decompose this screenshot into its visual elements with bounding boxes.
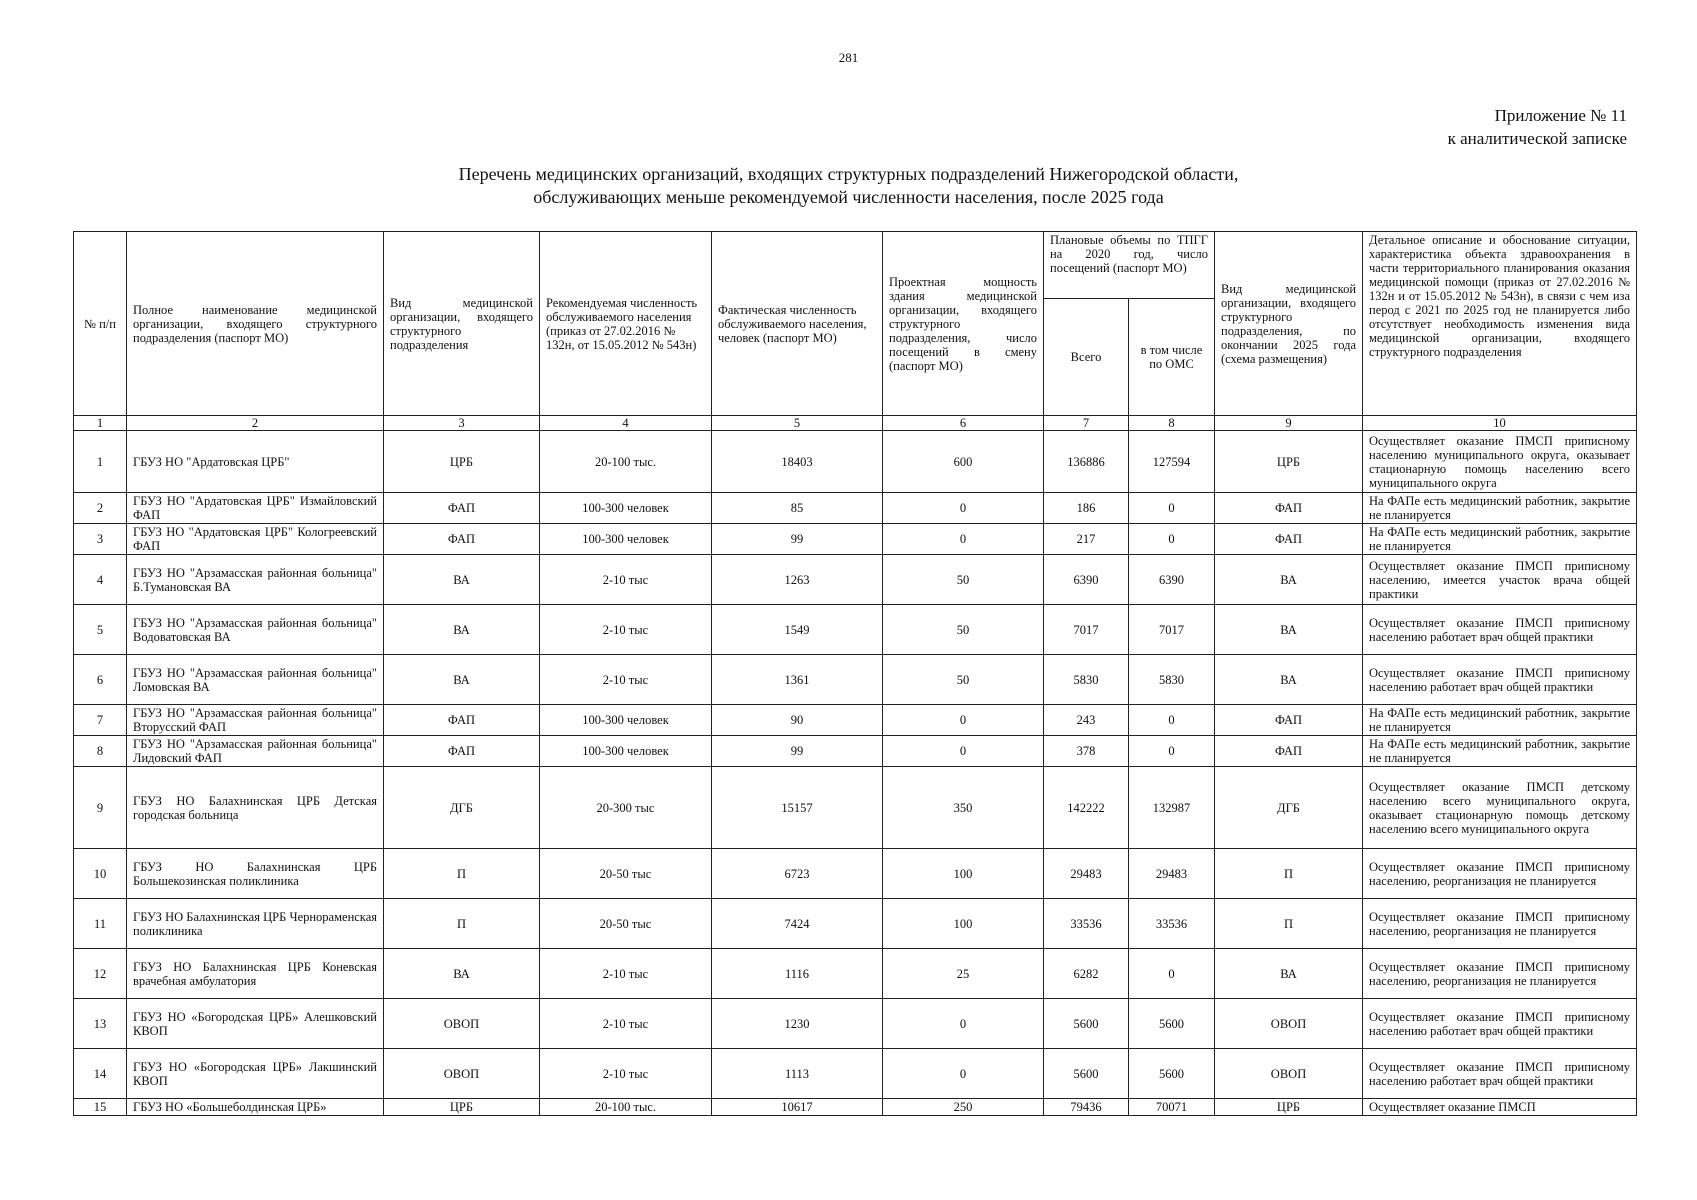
- situation-description: На ФАПе есть медицинский работник, закрытие не планируется: [1363, 736, 1637, 767]
- planned-visits-total: 217: [1044, 524, 1129, 555]
- table-row: [74, 493, 1637, 524]
- organization-type-after-2025: ВА: [1215, 555, 1363, 605]
- organization-type: ЦРБ: [384, 431, 540, 493]
- row-number: 11: [74, 899, 127, 949]
- organization-name: ГБУЗ НО "Ардатовская ЦРБ" Измайловский ФАП: [127, 493, 384, 524]
- actual-population: 1113: [712, 1049, 883, 1099]
- organization-name: ГБУЗ НО "Арзамасская районная больница" Лидовский ФАП: [127, 736, 384, 767]
- actual-population: 1230: [712, 999, 883, 1049]
- planned-visits-oms: 70071: [1129, 1099, 1215, 1116]
- actual-population: 1263: [712, 555, 883, 605]
- organization-type-after-2025: ВА: [1215, 949, 1363, 999]
- planned-visits-oms: 0: [1129, 524, 1215, 555]
- header-type-after: Вид медицинской организации, входящего структурного подразделения, по окончании 2025 года (схема размещения): [1215, 232, 1363, 416]
- situation-description: Осуществляет оказание ПМСП приписному населению работает врач общей практики: [1363, 655, 1637, 705]
- page-number: 281: [838, 50, 859, 65]
- actual-population: 1361: [712, 655, 883, 705]
- situation-description: Осуществляет оказание ПМСП приписному населению работает врач общей практики: [1363, 1049, 1637, 1099]
- planned-visits-total: 33536: [1044, 899, 1129, 949]
- design-capacity: 25: [883, 949, 1044, 999]
- design-capacity: 0: [883, 999, 1044, 1049]
- recommended-population: 20-50 тыс: [540, 899, 712, 949]
- actual-population: 1116: [712, 949, 883, 999]
- column-number: 4: [540, 416, 712, 431]
- planned-visits-total: 5600: [1044, 999, 1129, 1049]
- recommended-population: 2-10 тыс: [540, 1049, 712, 1099]
- planned-visits-oms: 6390: [1129, 555, 1215, 605]
- organization-name: ГБУЗ НО «Богородская ЦРБ» Лакшинский КВОП: [127, 1049, 384, 1099]
- situation-description: Осуществляет оказание ПМСП приписному населению, реорганизация не планируется: [1363, 849, 1637, 899]
- table-row: [74, 705, 1637, 736]
- recommended-population: 100-300 человек: [540, 524, 712, 555]
- situation-description: Осуществляет оказание ПМСП приписному населению, реорганизация не планируется: [1363, 949, 1637, 999]
- actual-population: 6723: [712, 849, 883, 899]
- column-number: 7: [1044, 416, 1129, 431]
- organization-type: ВА: [384, 949, 540, 999]
- situation-description: Осуществляет оказание ПМСП приписному населению работает врач общей практики: [1363, 605, 1637, 655]
- organization-name: ГБУЗ НО "Арзамасская районная больница" Б.Тумановская ВА: [127, 555, 384, 605]
- organization-type-after-2025: ОВОП: [1215, 1049, 1363, 1099]
- design-capacity: 0: [883, 705, 1044, 736]
- actual-population: 10617: [712, 1099, 883, 1116]
- table-body: [74, 431, 1637, 1116]
- table-row: [74, 655, 1637, 705]
- design-capacity: 100: [883, 849, 1044, 899]
- recommended-population: 20-300 тыс: [540, 767, 712, 849]
- organizations-table: [73, 231, 1637, 1116]
- row-number: 13: [74, 999, 127, 1049]
- table-row: [74, 849, 1637, 899]
- recommended-population: 100-300 человек: [540, 705, 712, 736]
- organization-type: ДГБ: [384, 767, 540, 849]
- row-number: 4: [74, 555, 127, 605]
- organization-name: ГБУЗ НО Балахнинская ЦРБ Коневская врачебная амбулатория: [127, 949, 384, 999]
- design-capacity: 600: [883, 431, 1044, 493]
- organization-name: ГБУЗ НО "Арзамасская районная больница" Ломовская ВА: [127, 655, 384, 705]
- column-number-row: [74, 416, 1637, 431]
- design-capacity: 50: [883, 605, 1044, 655]
- organization-name: ГБУЗ НО "Арзамасская районная больница" Вторусский ФАП: [127, 705, 384, 736]
- header-description: Детальное описание и обоснование ситуации, характеристика объекта здравоохранения в части территориального планирования оказания медицинской помощи (приказ от 27.02.2016 № 132н и от 15.05.2012 № 543н), в связи с чем иза перод с 2021 по 2025 год не планируется либо отсутствует необходимость изменения вида медицинской организации, входящего структурного подразделения: [1363, 232, 1637, 416]
- column-number: 6: [883, 416, 1044, 431]
- situation-description: Осуществляет оказание ПМСП приписному населению муниципального округа, оказывает стационарную помощь населению всего муниципального округа: [1363, 431, 1637, 493]
- document-title: [0, 163, 1697, 209]
- planned-visits-oms: 5830: [1129, 655, 1215, 705]
- planned-visits-oms: 5600: [1129, 1049, 1215, 1099]
- situation-description: Осуществляет оказание ПМСП приписному населению работает врач общей практики: [1363, 999, 1637, 1049]
- planned-visits-total: 5600: [1044, 1049, 1129, 1099]
- organization-type: ОВОП: [384, 999, 540, 1049]
- planned-visits-oms: 29483: [1129, 849, 1215, 899]
- situation-description: Осуществляет оказание ПМСП детскому населению всего муниципального округа, оказывает стационарную помощь детскому населению всего муниципального округа: [1363, 767, 1637, 849]
- design-capacity: 0: [883, 524, 1044, 555]
- planned-visits-total: 29483: [1044, 849, 1129, 899]
- table-row: [74, 1099, 1637, 1116]
- design-capacity: 0: [883, 736, 1044, 767]
- organization-type: ФАП: [384, 524, 540, 555]
- appendix-line-1: Приложение № 11: [1494, 106, 1627, 125]
- header-type: Вид медицинской организации, входящего структурного подразделения: [384, 232, 540, 416]
- planned-visits-total: 6390: [1044, 555, 1129, 605]
- organization-type-after-2025: ФАП: [1215, 493, 1363, 524]
- organization-name: ГБУЗ НО "Ардатовская ЦРБ": [127, 431, 384, 493]
- organization-type: ФАП: [384, 705, 540, 736]
- header-planned-oms: в том числе по ОМС: [1129, 299, 1215, 416]
- table-row: [74, 431, 1637, 493]
- situation-description: Осуществляет оказание ПМСП: [1363, 1099, 1637, 1116]
- recommended-population: 20-100 тыс.: [540, 431, 712, 493]
- organization-name: ГБУЗ НО "Арзамасская районная больница" Водоватовская ВА: [127, 605, 384, 655]
- header-actual: Фактическая численность обслуживаемого населения, человек (паспорт МО): [712, 232, 883, 416]
- header-recommended: Рекомендуемая численность обслуживаемого населения (приказ от 27.02.2016 № 132н, от 15.05.2012 № 543н): [540, 232, 712, 416]
- column-number: 1: [74, 416, 127, 431]
- header-planned-total: Всего: [1044, 299, 1129, 416]
- organization-type: ФАП: [384, 736, 540, 767]
- table-row: [74, 555, 1637, 605]
- appendix-label: [1448, 104, 1627, 150]
- organization-name: ГБУЗ НО «Большеболдинская ЦРБ»: [127, 1099, 384, 1116]
- planned-visits-total: 5830: [1044, 655, 1129, 705]
- table-row: [74, 1049, 1637, 1099]
- table-row: [74, 736, 1637, 767]
- document-title-line-2: обслуживающих меньше рекомендуемой численности населения, после 2025 года: [533, 187, 1164, 207]
- planned-visits-oms: 132987: [1129, 767, 1215, 849]
- row-number: 8: [74, 736, 127, 767]
- appendix-line-2: к аналитической записке: [1447, 129, 1627, 148]
- planned-visits-oms: 7017: [1129, 605, 1215, 655]
- planned-visits-total: 6282: [1044, 949, 1129, 999]
- organization-type-after-2025: ФАП: [1215, 705, 1363, 736]
- row-number: 3: [74, 524, 127, 555]
- table-row: [74, 999, 1637, 1049]
- organization-name: ГБУЗ НО Балахнинская ЦРБ Большекозинская поликлиника: [127, 849, 384, 899]
- recommended-population: 100-300 человек: [540, 493, 712, 524]
- design-capacity: 50: [883, 555, 1044, 605]
- row-number: 9: [74, 767, 127, 849]
- planned-visits-oms: 0: [1129, 949, 1215, 999]
- planned-visits-total: 243: [1044, 705, 1129, 736]
- design-capacity: 50: [883, 655, 1044, 705]
- design-capacity: 0: [883, 493, 1044, 524]
- organization-type: ВА: [384, 655, 540, 705]
- organization-type-after-2025: ФАП: [1215, 736, 1363, 767]
- header-name: Полное наименование медицинской организации, входящего структурного подразделения (паспорт МО): [127, 232, 384, 416]
- organization-name: ГБУЗ НО Балахнинская ЦРБ Детская городская больница: [127, 767, 384, 849]
- situation-description: На ФАПе есть медицинский работник, закрытие не планируется: [1363, 524, 1637, 555]
- organization-type-after-2025: ДГБ: [1215, 767, 1363, 849]
- actual-population: 99: [712, 736, 883, 767]
- column-number: 2: [127, 416, 384, 431]
- design-capacity: 100: [883, 899, 1044, 949]
- row-number: 5: [74, 605, 127, 655]
- organization-type-after-2025: ФАП: [1215, 524, 1363, 555]
- actual-population: 18403: [712, 431, 883, 493]
- situation-description: На ФАПе есть медицинский работник, закрытие не планируется: [1363, 493, 1637, 524]
- actual-population: 7424: [712, 899, 883, 949]
- planned-visits-oms: 33536: [1129, 899, 1215, 949]
- row-number: 2: [74, 493, 127, 524]
- situation-description: Осуществляет оказание ПМСП приписному населению, реорганизация не планируется: [1363, 899, 1637, 949]
- table-row: [74, 605, 1637, 655]
- header-planned: Плановые объемы по ТПГГ на 2020 год, число посещений (паспорт МО): [1044, 232, 1215, 299]
- organization-type: ЦРБ: [384, 1099, 540, 1116]
- planned-visits-oms: 0: [1129, 736, 1215, 767]
- organization-type: ФАП: [384, 493, 540, 524]
- planned-visits-oms: 5600: [1129, 999, 1215, 1049]
- table-row: [74, 524, 1637, 555]
- organization-type-after-2025: ВА: [1215, 655, 1363, 705]
- document-title-line-1: Перечень медицинских организаций, входящих структурных подразделений Нижегородской области,: [458, 164, 1239, 184]
- row-number: 7: [74, 705, 127, 736]
- design-capacity: 0: [883, 1049, 1044, 1099]
- organization-name: ГБУЗ НО «Богородская ЦРБ» Алешковский КВОП: [127, 999, 384, 1049]
- organization-type: ОВОП: [384, 1049, 540, 1099]
- header-capacity: Проектная мощность здания медицинской организации, входящего структурного подразделения, число посещений в смену (паспорт МО): [883, 232, 1044, 416]
- organization-type-after-2025: ВА: [1215, 605, 1363, 655]
- row-number: 6: [74, 655, 127, 705]
- organization-type-after-2025: ЦРБ: [1215, 1099, 1363, 1116]
- table-row: [74, 767, 1637, 849]
- planned-visits-total: 136886: [1044, 431, 1129, 493]
- recommended-population: 2-10 тыс: [540, 555, 712, 605]
- planned-visits-total: 378: [1044, 736, 1129, 767]
- planned-visits-oms: 0: [1129, 493, 1215, 524]
- design-capacity: 350: [883, 767, 1044, 849]
- recommended-population: 2-10 тыс: [540, 949, 712, 999]
- recommended-population: 20-100 тыс.: [540, 1099, 712, 1116]
- column-number: 9: [1215, 416, 1363, 431]
- row-number: 12: [74, 949, 127, 999]
- column-number: 10: [1363, 416, 1637, 431]
- recommended-population: 2-10 тыс: [540, 605, 712, 655]
- organization-type-after-2025: П: [1215, 899, 1363, 949]
- organization-type: ВА: [384, 605, 540, 655]
- row-number: 1: [74, 431, 127, 493]
- recommended-population: 100-300 человек: [540, 736, 712, 767]
- organization-type: П: [384, 849, 540, 899]
- design-capacity: 250: [883, 1099, 1044, 1116]
- organization-name: ГБУЗ НО "Ардатовская ЦРБ" Кологреевский ФАП: [127, 524, 384, 555]
- actual-population: 90: [712, 705, 883, 736]
- row-number: 14: [74, 1049, 127, 1099]
- table-row: [74, 949, 1637, 999]
- planned-visits-oms: 127594: [1129, 431, 1215, 493]
- row-number: 15: [74, 1099, 127, 1116]
- actual-population: 99: [712, 524, 883, 555]
- planned-visits-total: 79436: [1044, 1099, 1129, 1116]
- organization-type-after-2025: П: [1215, 849, 1363, 899]
- actual-population: 15157: [712, 767, 883, 849]
- situation-description: Осуществляет оказание ПМСП приписному населению, имеется участок врача общей практики: [1363, 555, 1637, 605]
- column-number: 5: [712, 416, 883, 431]
- recommended-population: 2-10 тыс: [540, 655, 712, 705]
- column-number: 3: [384, 416, 540, 431]
- row-number: 10: [74, 849, 127, 899]
- recommended-population: 2-10 тыс: [540, 999, 712, 1049]
- header-num: № п/п: [74, 232, 127, 416]
- recommended-population: 20-50 тыс: [540, 849, 712, 899]
- organization-type: П: [384, 899, 540, 949]
- organization-type: ВА: [384, 555, 540, 605]
- organization-type-after-2025: ЦРБ: [1215, 431, 1363, 493]
- organization-type-after-2025: ОВОП: [1215, 999, 1363, 1049]
- table-row: [74, 899, 1637, 949]
- situation-description: На ФАПе есть медицинский работник, закрытие не планируется: [1363, 705, 1637, 736]
- actual-population: 1549: [712, 605, 883, 655]
- planned-visits-oms: 0: [1129, 705, 1215, 736]
- planned-visits-total: 7017: [1044, 605, 1129, 655]
- organization-name: ГБУЗ НО Балахнинская ЦРБ Чернораменская поликлиника: [127, 899, 384, 949]
- column-number: 8: [1129, 416, 1215, 431]
- actual-population: 85: [712, 493, 883, 524]
- planned-visits-total: 142222: [1044, 767, 1129, 849]
- planned-visits-total: 186: [1044, 493, 1129, 524]
